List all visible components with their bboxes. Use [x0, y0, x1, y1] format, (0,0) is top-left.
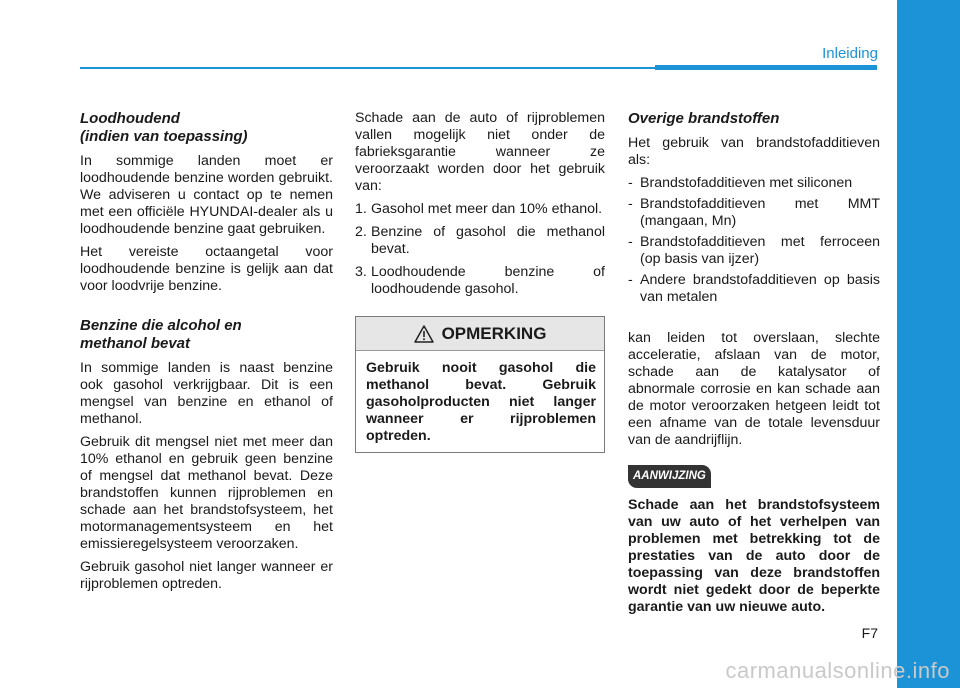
page-number: F7	[861, 625, 878, 641]
heading-other-fuels: Overige brandstoffen	[628, 110, 780, 127]
list-item: - Brandstofadditieven met MMT (mangaan, Mn)	[628, 196, 880, 229]
numbered-list	[355, 201, 605, 298]
list-item: 1. Gasohol met meer dan 10% ethanol.	[355, 201, 603, 217]
heading-leaded-line2: (indien van toepassing)	[80, 128, 248, 145]
paragraph: In sommige landen is naast benzine ook gasohol verkrijgbaar. Dit is een mengsel van benzine en ethanol of methanol.	[80, 360, 333, 427]
notice-badge: AANWIJZING	[628, 465, 711, 488]
column-right	[628, 110, 880, 616]
paragraph: kan leiden tot overslaan, slechte acceleratie, afslaan van de motor, schade aan de katalysator of abnormale corrosie en kan schade aan de motor veroorzaken hetgeen leidt tot een afname van de totale levensduur van de aandrijflijn.	[628, 330, 880, 448]
paragraph: Schade aan de auto of rijproblemen vallen mogelijk niet onder de fabrieksgarantie wanneer ze veroorzaakt worden door het gebruik van:	[355, 110, 605, 194]
heading-alcohol-line2: methanol bevat	[80, 335, 191, 352]
warning-title: OPMERKING	[441, 323, 547, 343]
list-item: - Brandstofadditieven met siliconen	[628, 175, 853, 191]
heading-alcohol	[80, 317, 333, 353]
paragraph: Gebruik gasohol niet langer wanneer er rijproblemen optreden.	[80, 559, 333, 592]
heading-leaded	[80, 110, 333, 146]
warning-body: Gebruik nooit gasohol die methanol bevat. Gebruik gasoholproducten niet langer wanneer er rijproblemen optreden.	[366, 360, 596, 444]
dash-list	[628, 175, 880, 306]
warning-triangle-icon	[414, 325, 434, 343]
warning-box	[355, 316, 605, 453]
header-rule	[80, 67, 655, 69]
chapter-side-tab	[897, 0, 960, 688]
list-item: - Andere brandstofadditieven op basis van metalen	[628, 272, 880, 305]
paragraph: Het vereiste octaangetal voor loodhoudende benzine is gelijk aan dat voor loodvrije benzine.	[80, 244, 333, 294]
notice-text: Schade aan het brandstofsysteem van uw auto of het verhelpen van problemen met betrekking tot de prestaties van de auto door de toepassing van deze brandstoffen wordt niet gedekt door de beperkte garantie van uw nieuwe auto.	[628, 497, 880, 615]
section-title: Inleiding	[822, 45, 878, 62]
paragraph: In sommige landen moet er loodhoudende benzine worden gebruikt. We adviseren u contact op te nemen met een officiële HYUNDAI-dealer als u loodhoudende benzine gaat gebruiken.	[80, 153, 333, 237]
column-middle	[355, 110, 605, 304]
list-item: 3. Loodhoudende benzine of loodhoudende gasohol.	[355, 264, 605, 297]
column-left	[80, 110, 333, 599]
heading-leaded-line1: Loodhoudend	[80, 110, 180, 127]
paragraph: Gebruik dit mengsel niet met meer dan 10% ethanol en gebruik geen benzine of mengsel dat methanol bevat. Deze brandstoffen kunnen rijproblemen en schade aan het brandstofsysteem, het motormanagementsysteem en het emissieregelsysteem veroorzaken.	[80, 434, 333, 552]
watermark: carmanualsonline.info	[725, 658, 950, 683]
heading-alcohol-line1: Benzine die alcohol en	[80, 317, 242, 334]
warning-header	[356, 317, 604, 351]
list-item: - Brandstofadditieven met ferroceen (op basis van ijzer)	[628, 234, 880, 267]
header-rule-accent	[655, 65, 877, 70]
list-item: 2. Benzine of gasohol die methanol bevat.	[355, 224, 605, 257]
paragraph: Het gebruik van brandstofadditieven als:	[628, 135, 880, 168]
